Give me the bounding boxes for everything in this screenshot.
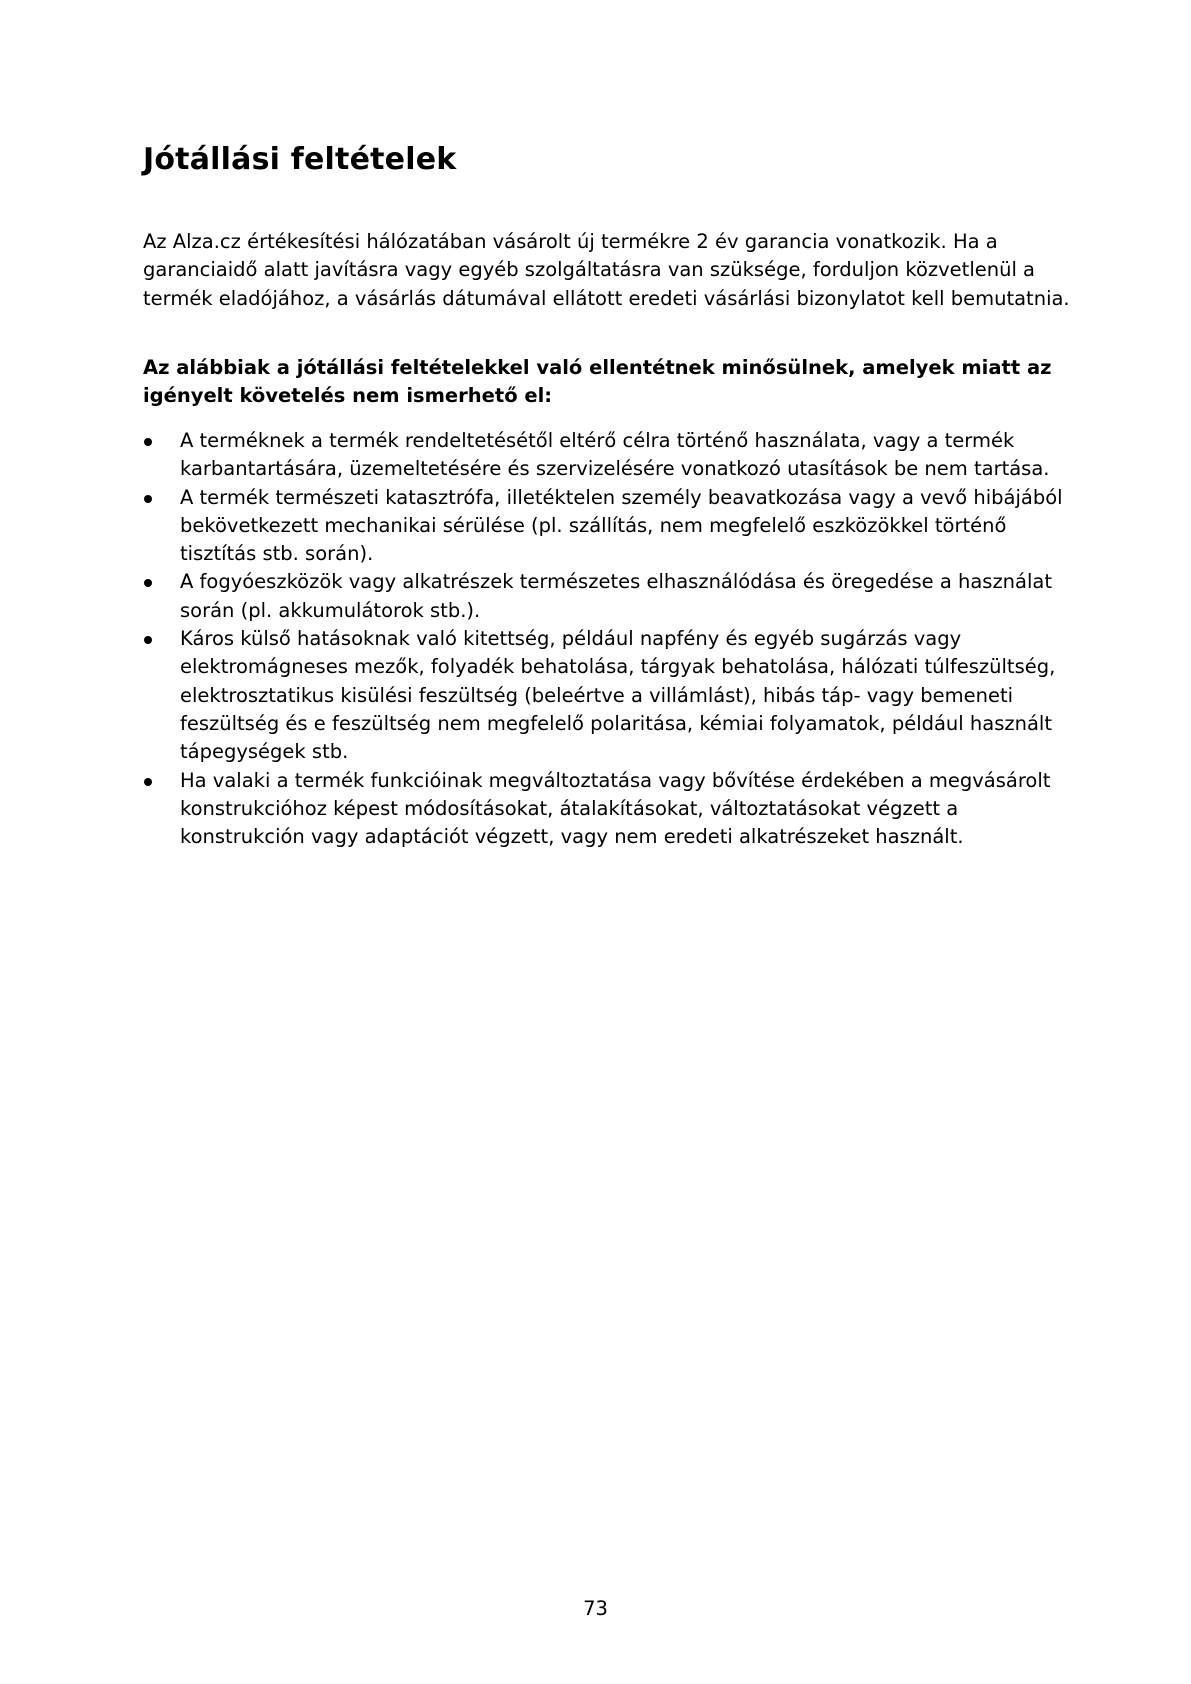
page-number: 73 xyxy=(583,1597,608,1620)
bullet-icon xyxy=(144,579,152,587)
list-item-text: A termék természeti katasztrófa, illetéktelen személy beavatkozása vagy a vevő hibájából bekövetkezett mechanikai sérülése (pl. szállítás, nem megfelelő eszközökkel történő tisztítás stb. során). xyxy=(180,485,1063,566)
bullet-icon xyxy=(144,495,152,503)
list-item xyxy=(143,568,1078,625)
page-title: Jótállási feltételek xyxy=(143,142,457,177)
list-item-text: Káros külső hatásoknak való kitettség, például napfény és egyéb sugárzás vagy elektromágneses mezők, folyadék behatolása, tárgyak behatolása, hálózati túlfeszültség, elektrosztatikus kisülési feszültség (beleértve a villámlást), hibás táp- vagy bemeneti feszültség és e feszültség nem megfelelő polaritása, kémiai folyamatok, például használt tápegységek stb. xyxy=(180,627,1056,764)
list-item-text: A fogyóeszközök vagy alkatrészek természetes elhasználódása és öregedése a használat során (pl. akkumulátorok stb.). xyxy=(180,570,1053,622)
list-item-text: A terméknek a termék rendeltetésétől eltérő célra történő használata, vagy a termék karbantartására, üzemeltetésére és szervizelésére vonatkozó utasítások be nem tartása. xyxy=(180,429,1050,481)
bullet-icon xyxy=(144,438,152,446)
intro-paragraph: Az Alza.cz értékesítési hálózatában vásárolt új termékre 2 év garancia vonatkozik. Ha a garanciaidő alatt javításra vagy egyéb szolgáltatásra van szüksége, forduljon közvetlenül a termék eladójához, a vásárlás dátumával ellátott eredeti vásárlási bizonylatot kell bemutatnia. xyxy=(143,230,1070,310)
list-item xyxy=(143,625,1078,766)
conditions-lead: Az alábbiak a jótállási feltételekkel való ellentétnek minősülnek, amelyek miatt az igényelt követelés nem ismerhető el: xyxy=(143,356,1052,408)
bullet-icon xyxy=(144,778,152,786)
list-item xyxy=(143,767,1078,852)
list-item-text: Ha valaki a termék funkcióinak megváltoztatása vagy bővítése érdekében a megvásárolt konstrukcióhoz képest módosításokat, átalakításokat, változtatásokat végzett a konstrukción vagy adaptációt végzett, vagy nem eredeti alkatrészeket használt. xyxy=(180,768,1051,849)
list-item xyxy=(143,427,1078,484)
conditions-list xyxy=(143,427,1078,851)
list-item xyxy=(143,484,1078,569)
bullet-icon xyxy=(144,636,152,644)
